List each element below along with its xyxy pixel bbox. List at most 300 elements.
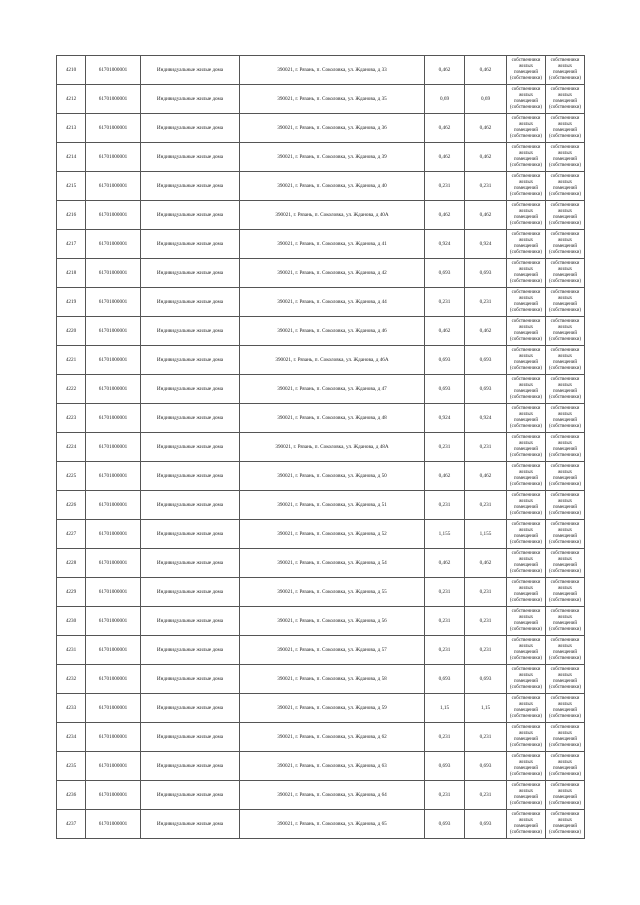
oktmo-code xyxy=(86,288,141,317)
address xyxy=(240,404,425,433)
area-value-a xyxy=(425,578,465,607)
area-value-b-text: 0,69 xyxy=(480,95,491,102)
address xyxy=(240,85,425,114)
building-type-text: Индивидуальные жилые дома xyxy=(156,240,224,247)
table-row xyxy=(57,781,585,810)
row-number-text: 4225 xyxy=(65,472,77,479)
oktmo-code xyxy=(86,607,141,636)
owner-cell-2-text: собственники жилых помещений (собственники) xyxy=(549,144,581,169)
area-value-a xyxy=(425,752,465,781)
document-page xyxy=(56,55,584,839)
building-type-text: Индивидуальные жилые дома xyxy=(156,472,224,479)
owner-cell-2-text: собственники жилых помещений (собственники) xyxy=(549,608,581,633)
row-number-text: 4224 xyxy=(65,443,77,450)
building-type-text: Индивидуальные жилые дома xyxy=(156,385,224,392)
table-row xyxy=(57,346,585,375)
address-text: 390021, г. Рязань, п. Соколовка, ул. Жданова, д 52 xyxy=(277,530,387,537)
building-type-text: Индивидуальные жилые дома xyxy=(156,443,224,450)
owner-cell-2-text: собственники жилых помещений (собственники) xyxy=(549,782,581,807)
owner-cell-1-text: собственники жилых помещений (собственники) xyxy=(510,695,542,720)
owner-cell-1-text: собственники жилых помещений (собственники) xyxy=(510,753,542,778)
area-value-a xyxy=(425,404,465,433)
area-value-b-text: 0,462 xyxy=(479,327,492,334)
area-value-a xyxy=(425,694,465,723)
oktmo-code-text: 61701000001 xyxy=(98,327,128,334)
building-type-text: Индивидуальные жилые дома xyxy=(156,124,224,131)
oktmo-code-text: 61701000001 xyxy=(98,472,128,479)
owner-cell-2 xyxy=(546,781,585,810)
building-type xyxy=(141,781,240,810)
oktmo-code xyxy=(86,578,141,607)
building-type xyxy=(141,404,240,433)
building-type-text: Индивидуальные жилые дома xyxy=(156,66,224,73)
oktmo-code-text: 61701000001 xyxy=(98,95,128,102)
oktmo-code-text: 61701000001 xyxy=(98,704,128,711)
area-value-b-text: 0,231 xyxy=(479,588,492,595)
building-type xyxy=(141,259,240,288)
oktmo-code xyxy=(86,143,141,172)
area-value-a xyxy=(425,288,465,317)
owner-cell-2 xyxy=(546,259,585,288)
address xyxy=(240,723,425,752)
owner-cell-2 xyxy=(546,752,585,781)
area-value-b xyxy=(465,56,507,85)
area-value-b-text: 0,693 xyxy=(479,356,492,363)
area-value-b-text: 0,231 xyxy=(479,501,492,508)
area-value-b xyxy=(465,694,507,723)
area-value-a-text: 0,693 xyxy=(438,762,451,769)
building-type xyxy=(141,56,240,85)
oktmo-code xyxy=(86,752,141,781)
oktmo-code-text: 61701000001 xyxy=(98,240,128,247)
owner-cell-2 xyxy=(546,404,585,433)
oktmo-code-text: 61701000001 xyxy=(98,762,128,769)
address-text: 390021, г. Рязань, п. Соколовка, ул. Жданова, д 57 xyxy=(277,646,387,653)
area-value-b xyxy=(465,172,507,201)
address xyxy=(240,56,425,85)
area-value-a xyxy=(425,781,465,810)
area-value-b xyxy=(465,810,507,839)
building-type-text: Индивидуальные жилые дома xyxy=(156,414,224,421)
address xyxy=(240,433,425,462)
building-type xyxy=(141,636,240,665)
oktmo-code-text: 61701000001 xyxy=(98,559,128,566)
area-value-b xyxy=(465,520,507,549)
row-number xyxy=(57,636,86,665)
area-value-b-text: 0,462 xyxy=(479,66,492,73)
oktmo-code-text: 61701000001 xyxy=(98,182,128,189)
row-number-text: 4234 xyxy=(65,733,77,740)
oktmo-code xyxy=(86,636,141,665)
row-number xyxy=(57,694,86,723)
area-value-b xyxy=(465,259,507,288)
address xyxy=(240,288,425,317)
owner-cell-1 xyxy=(507,230,546,259)
area-value-a-text: 0,231 xyxy=(438,182,451,189)
area-value-b-text: 0,231 xyxy=(479,617,492,624)
owner-cell-2-text: собственники жилых помещений (собственники) xyxy=(549,434,581,459)
owner-cell-1-text: собственники жилых помещений (собственники) xyxy=(510,144,542,169)
owner-cell-2-text: собственники жилых помещений (собственники) xyxy=(549,347,581,372)
building-type xyxy=(141,665,240,694)
owner-cell-2-text: собственники жилых помещений (собственники) xyxy=(549,637,581,662)
area-value-a xyxy=(425,114,465,143)
owner-cell-2-text: собственники жилых помещений (собственники) xyxy=(549,753,581,778)
owner-cell-1 xyxy=(507,578,546,607)
oktmo-code-text: 61701000001 xyxy=(98,530,128,537)
owner-cell-2 xyxy=(546,607,585,636)
owner-cell-1 xyxy=(507,201,546,230)
building-type xyxy=(141,143,240,172)
owner-cell-1-text: собственники жилых помещений (собственники) xyxy=(510,173,542,198)
oktmo-code-text: 61701000001 xyxy=(98,211,128,218)
owner-cell-2-text: собственники жилых помещений (собственники) xyxy=(549,260,581,285)
owner-cell-2-text: собственники жилых помещений (собственники) xyxy=(549,463,581,488)
oktmo-code-text: 61701000001 xyxy=(98,820,128,827)
oktmo-code-text: 61701000001 xyxy=(98,733,128,740)
oktmo-code-text: 61701000001 xyxy=(98,443,128,450)
owner-cell-2-text: собственники жилых помещений (собственники) xyxy=(549,521,581,546)
owner-cell-2-text: собственники жилых помещений (собственники) xyxy=(549,405,581,430)
owner-cell-2 xyxy=(546,491,585,520)
owner-cell-1 xyxy=(507,636,546,665)
row-number xyxy=(57,56,86,85)
table-row xyxy=(57,578,585,607)
building-type xyxy=(141,810,240,839)
owner-cell-2 xyxy=(546,56,585,85)
address-text: 390021, г. Рязань, п. Соколовка, ул. Жданова, д 56 xyxy=(277,617,387,624)
building-type xyxy=(141,694,240,723)
area-value-b xyxy=(465,85,507,114)
owner-cell-2-text: собственники жилых помещений (собственники) xyxy=(549,376,581,401)
area-value-b xyxy=(465,404,507,433)
building-type xyxy=(141,230,240,259)
address xyxy=(240,491,425,520)
owner-cell-1-text: собственники жилых помещений (собственники) xyxy=(510,405,542,430)
area-value-b-text: 0,462 xyxy=(479,211,492,218)
row-number-text: 4237 xyxy=(65,820,77,827)
address xyxy=(240,694,425,723)
owner-cell-2 xyxy=(546,694,585,723)
row-number xyxy=(57,404,86,433)
owner-cell-1 xyxy=(507,288,546,317)
oktmo-code-text: 61701000001 xyxy=(98,385,128,392)
address-text: 390021, г. Рязань, п. Соколовка, ул. Жданова, д 65 xyxy=(277,820,387,827)
area-value-b-text: 0,693 xyxy=(479,762,492,769)
building-type xyxy=(141,578,240,607)
row-number-text: 4236 xyxy=(65,791,77,798)
address xyxy=(240,665,425,694)
address-text: 390021, г. Рязань, п. Соколовка, ул. Жданова, д 50 xyxy=(277,472,387,479)
row-number xyxy=(57,665,86,694)
row-number-text: 4215 xyxy=(65,182,77,189)
area-value-b xyxy=(465,230,507,259)
area-value-a-text: 0,693 xyxy=(438,356,451,363)
area-value-b-text: 0,693 xyxy=(479,820,492,827)
table-row xyxy=(57,317,585,346)
owner-cell-2 xyxy=(546,201,585,230)
area-value-a xyxy=(425,85,465,114)
area-value-a-text: 0,924 xyxy=(438,414,451,421)
row-number-text: 4230 xyxy=(65,617,77,624)
oktmo-code xyxy=(86,433,141,462)
oktmo-code-text: 61701000001 xyxy=(98,298,128,305)
row-number xyxy=(57,375,86,404)
table-row xyxy=(57,723,585,752)
owner-cell-2-text: собственники жилых помещений (собственники) xyxy=(549,173,581,198)
building-type-text: Индивидуальные жилые дома xyxy=(156,646,224,653)
area-value-b-text: 0,693 xyxy=(479,675,492,682)
building-type xyxy=(141,549,240,578)
area-value-b-text: 0,231 xyxy=(479,443,492,450)
address-text: 390021, г. Рязань, п. Соколовка, ул. Жданова, д 62 xyxy=(277,733,387,740)
area-value-a xyxy=(425,56,465,85)
oktmo-code xyxy=(86,201,141,230)
owner-cell-1 xyxy=(507,375,546,404)
table-row xyxy=(57,114,585,143)
address-text: 390021, г. Рязань, п. Соколовка, ул. Жданова, д 35 xyxy=(277,95,387,102)
building-type xyxy=(141,288,240,317)
table-row xyxy=(57,230,585,259)
area-value-a xyxy=(425,491,465,520)
area-value-b-text: 0,462 xyxy=(479,559,492,566)
owner-cell-1-text: собственники жилых помещений (собственники) xyxy=(510,231,542,256)
table-row xyxy=(57,143,585,172)
address xyxy=(240,607,425,636)
building-type-text: Индивидуальные жилые дома xyxy=(156,211,224,218)
owner-cell-2-text: собственники жилых помещений (собственники) xyxy=(549,550,581,575)
table-row xyxy=(57,201,585,230)
area-value-a xyxy=(425,723,465,752)
table-row xyxy=(57,520,585,549)
oktmo-code-text: 61701000001 xyxy=(98,66,128,73)
area-value-a xyxy=(425,317,465,346)
oktmo-code xyxy=(86,781,141,810)
owner-cell-2-text: собственники жилых помещений (собственники) xyxy=(549,724,581,749)
oktmo-code xyxy=(86,404,141,433)
address-text: 390021, г. Рязань, п. Соколовка, ул. Жданова, д 36 xyxy=(277,124,387,131)
area-value-b xyxy=(465,462,507,491)
row-number-text: 4214 xyxy=(65,153,77,160)
owner-cell-1 xyxy=(507,491,546,520)
owner-cell-2-text: собственники жилых помещений (собственники) xyxy=(549,695,581,720)
row-number xyxy=(57,230,86,259)
oktmo-code xyxy=(86,723,141,752)
owner-cell-1-text: собственники жилых помещений (собственники) xyxy=(510,57,542,82)
table-row xyxy=(57,404,585,433)
area-value-a xyxy=(425,433,465,462)
address-text: 390021, г. Рязань, п. Соколовка, ул. Жданова, д 48А xyxy=(275,443,389,450)
row-number-text: 4228 xyxy=(65,559,77,566)
table-row xyxy=(57,607,585,636)
row-number xyxy=(57,549,86,578)
owner-cell-1 xyxy=(507,317,546,346)
area-value-a-text: 0,693 xyxy=(438,385,451,392)
area-value-a xyxy=(425,462,465,491)
area-value-a-text: 0,462 xyxy=(438,559,451,566)
address xyxy=(240,114,425,143)
building-type-text: Индивидуальные жилые дома xyxy=(156,501,224,508)
address xyxy=(240,549,425,578)
area-value-a xyxy=(425,346,465,375)
owner-cell-1 xyxy=(507,56,546,85)
oktmo-code-text: 61701000001 xyxy=(98,124,128,131)
address-text: 390021, г. Рязань, п. Соколовка, ул. Жданова, д 42 xyxy=(277,269,387,276)
row-number-text: 4232 xyxy=(65,675,77,682)
address-text: 390021, г. Рязань, п. Соколовка, ул. Жданова, д 54 xyxy=(277,559,387,566)
owner-cell-2-text: собственники жилых помещений (собственники) xyxy=(549,492,581,517)
owner-cell-1-text: собственники жилых помещений (собственники) xyxy=(510,550,542,575)
address xyxy=(240,143,425,172)
area-value-a-text: 0,462 xyxy=(438,124,451,131)
building-type-text: Индивидуальные жилые дома xyxy=(156,617,224,624)
area-value-b xyxy=(465,288,507,317)
owner-cell-1 xyxy=(507,810,546,839)
owner-cell-1-text: собственники жилых помещений (собственники) xyxy=(510,86,542,111)
owner-cell-1 xyxy=(507,172,546,201)
oktmo-code xyxy=(86,665,141,694)
table-row xyxy=(57,549,585,578)
row-number-text: 4219 xyxy=(65,298,77,305)
area-value-b-text: 0,462 xyxy=(479,124,492,131)
owner-cell-2 xyxy=(546,462,585,491)
owner-cell-1 xyxy=(507,143,546,172)
owner-cell-1 xyxy=(507,433,546,462)
row-number xyxy=(57,259,86,288)
building-type xyxy=(141,752,240,781)
row-number xyxy=(57,346,86,375)
owner-cell-2-text: собственники жилых помещений (собственники) xyxy=(549,289,581,314)
owner-cell-1 xyxy=(507,404,546,433)
owner-cell-1-text: собственники жилых помещений (собственники) xyxy=(510,811,542,836)
table-row xyxy=(57,665,585,694)
building-type xyxy=(141,375,240,404)
owner-cell-2 xyxy=(546,288,585,317)
table-row xyxy=(57,172,585,201)
row-number-text: 4217 xyxy=(65,240,77,247)
owner-cell-1-text: собственники жилых помещений (собственники) xyxy=(510,521,542,546)
owner-cell-1-text: собственники жилых помещений (собственники) xyxy=(510,492,542,517)
owner-cell-2 xyxy=(546,665,585,694)
area-value-a-text: 0,462 xyxy=(438,327,451,334)
building-type-text: Индивидуальные жилые дома xyxy=(156,269,224,276)
owner-cell-1 xyxy=(507,259,546,288)
owner-cell-2-text: собственники жилых помещений (собственники) xyxy=(549,666,581,691)
oktmo-code xyxy=(86,114,141,143)
area-value-b-text: 0,231 xyxy=(479,182,492,189)
row-number xyxy=(57,491,86,520)
area-value-a-text: 0,231 xyxy=(438,443,451,450)
oktmo-code xyxy=(86,462,141,491)
owner-cell-1-text: собственники жилых помещений (собственники) xyxy=(510,782,542,807)
oktmo-code xyxy=(86,317,141,346)
area-value-a-text: 0,693 xyxy=(438,820,451,827)
area-value-b xyxy=(465,491,507,520)
owner-cell-1 xyxy=(507,114,546,143)
building-type-text: Индивидуальные жилые дома xyxy=(156,820,224,827)
area-value-a-text: 0,462 xyxy=(438,472,451,479)
area-value-a-text: 0,231 xyxy=(438,617,451,624)
row-number-text: 4223 xyxy=(65,414,77,421)
row-number-text: 4213 xyxy=(65,124,77,131)
building-type-text: Индивидуальные жилые дома xyxy=(156,733,224,740)
building-type xyxy=(141,520,240,549)
table-body xyxy=(57,56,585,839)
area-value-b xyxy=(465,143,507,172)
row-number-text: 4220 xyxy=(65,327,77,334)
owner-cell-1-text: собственники жилых помещений (собственники) xyxy=(510,376,542,401)
oktmo-code xyxy=(86,694,141,723)
building-type-text: Индивидуальные жилые дома xyxy=(156,182,224,189)
owner-cell-1-text: собственники жилых помещений (собственники) xyxy=(510,347,542,372)
row-number xyxy=(57,810,86,839)
oktmo-code-text: 61701000001 xyxy=(98,269,128,276)
row-number xyxy=(57,114,86,143)
area-value-b xyxy=(465,636,507,665)
owner-cell-1 xyxy=(507,549,546,578)
area-value-a xyxy=(425,172,465,201)
area-value-a xyxy=(425,230,465,259)
owner-cell-2 xyxy=(546,636,585,665)
address-text: 390021, г. Рязань, п. Соколовка, ул. Жданова, д 41 xyxy=(277,240,387,247)
row-number-text: 4226 xyxy=(65,501,77,508)
area-value-b-text: 0,231 xyxy=(479,298,492,305)
owner-cell-2 xyxy=(546,375,585,404)
row-number-text: 4212 xyxy=(65,95,77,102)
row-number-text: 4222 xyxy=(65,385,77,392)
table-row xyxy=(57,56,585,85)
row-number-text: 4229 xyxy=(65,588,77,595)
table-row xyxy=(57,433,585,462)
owner-cell-2 xyxy=(546,85,585,114)
address-text: 390021, г. Рязань, п. Соколовка, ул. Жданова, д 44 xyxy=(277,298,387,305)
table-row xyxy=(57,288,585,317)
building-type-text: Индивидуальные жилые дома xyxy=(156,704,224,711)
building-type-text: Индивидуальные жилые дома xyxy=(156,153,224,160)
owner-cell-1-text: собственники жилых помещений (собственники) xyxy=(510,637,542,662)
building-type-text: Индивидуальные жилые дома xyxy=(156,298,224,305)
owner-cell-2-text: собственники жилых помещений (собственники) xyxy=(549,86,581,111)
owner-cell-1-text: собственники жилых помещений (собственники) xyxy=(510,318,542,343)
area-value-a-text: 0,231 xyxy=(438,501,451,508)
table-row xyxy=(57,694,585,723)
table-row xyxy=(57,259,585,288)
owner-cell-1-text: собственники жилых помещений (собственники) xyxy=(510,463,542,488)
owner-cell-1-text: собственники жилых помещений (собственники) xyxy=(510,434,542,459)
row-number-text: 4216 xyxy=(65,211,77,218)
row-number xyxy=(57,781,86,810)
table-row xyxy=(57,462,585,491)
area-value-b xyxy=(465,346,507,375)
area-value-b xyxy=(465,114,507,143)
row-number-text: 4233 xyxy=(65,704,77,711)
owner-cell-2-text: собственники жилых помещений (собственники) xyxy=(549,579,581,604)
area-value-a-text: 1,15 xyxy=(439,704,450,711)
area-value-b-text: 0,231 xyxy=(479,791,492,798)
address xyxy=(240,201,425,230)
area-value-a xyxy=(425,607,465,636)
address xyxy=(240,462,425,491)
area-value-b xyxy=(465,607,507,636)
row-number xyxy=(57,433,86,462)
table-row xyxy=(57,810,585,839)
building-type-text: Индивидуальные жилые дома xyxy=(156,588,224,595)
area-value-a xyxy=(425,375,465,404)
building-type-text: Индивидуальные жилые дома xyxy=(156,95,224,102)
area-value-a-text: 0,462 xyxy=(438,211,451,218)
row-number xyxy=(57,317,86,346)
address xyxy=(240,259,425,288)
